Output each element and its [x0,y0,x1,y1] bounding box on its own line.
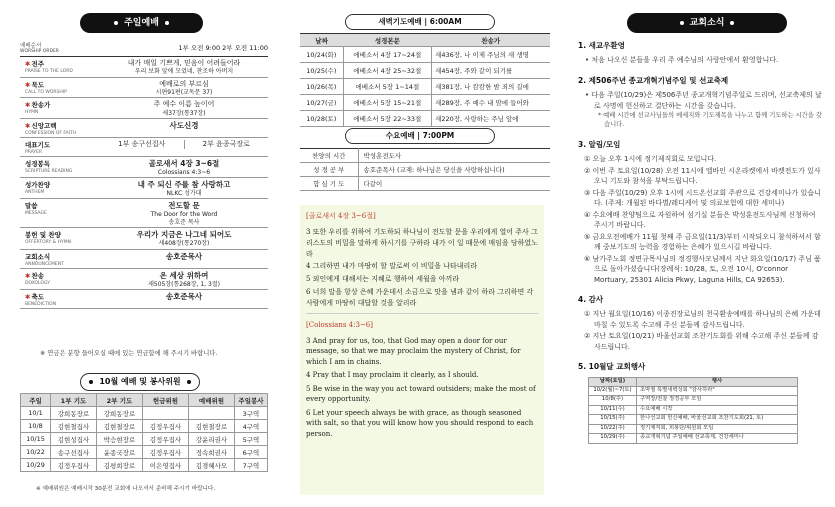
order-line: 송호준 목사 [168,219,200,227]
dawn-cell: 새289장, 주 예수 내 맘에 들어와 [432,95,550,111]
volunteer-cell: 강윤리권사 [188,433,234,446]
dawn-cell: 10/25(수) [300,63,343,79]
event-name: 한나선교회 헌신예배, 바울선교회 조찬기도회(21, 토) [637,415,798,425]
star-icon: ✱ [25,292,31,301]
star-icon: ✱ [25,271,31,280]
prayer-split [100,140,268,149]
event-date: 10/11(수) [589,405,637,415]
order-row [20,57,268,78]
order-content [100,178,268,198]
dawn-cell: 10/24(화) [300,47,343,63]
wednesday-key: 성 경 공 부 [300,163,358,177]
order-label-ko [25,230,100,239]
volunteer-row [21,420,268,433]
order-label-ko [25,271,100,280]
order-label [20,250,100,268]
order-label-text: 축도 [31,292,45,301]
news-item: ⑤ 금요오전예배가 11월 첫째 주 금요일(11/3)부터 시작되오니 참석하셔서 함께 중보기도의 능력을 경험하는 은혜가 있으시길 바랍니다. [584,232,821,252]
order-label-text: 찬송가 [31,101,51,110]
volunteer-cell: 김현철장로 [188,420,234,433]
order-row [20,119,268,138]
order-content [100,119,268,137]
order-row [20,290,268,309]
dawn-table [300,33,550,127]
verse-ko: 3 또한 우리를 위하여 기도하되 하나님이 전도할 문을 우리에게 열어 주사 그리스도의 비밀을 말하게 하시기를 구하라 내가 이 일 때문에 매임을 당하였노라 [306,227,538,258]
order-label-text: 성경봉독 [25,159,51,168]
order-label [20,228,100,248]
volunteer-row [21,433,268,446]
order-content [100,290,268,308]
event-name: 정기제직회, 희봉단/위원회 모임 [637,424,798,434]
worship-title: 주일예배 [80,13,203,33]
event-name: 수요예배 시작 [637,405,798,415]
event-row [589,386,798,396]
volunteer-cell: 박승현장로 [96,433,142,446]
dawn-cell: 에베소서 5장 15~21절 [343,95,431,111]
volunteer-cell: 4구역 [234,420,267,433]
order-label-en: SCRIPTURE READING [25,168,73,174]
order-label [20,157,100,177]
star-icon: ✱ [25,80,31,89]
verse-ko: 5 외인에게 대해서는 지혜로 행하여 세월을 아끼라 [306,275,460,284]
order-label-ko [25,140,100,149]
volunteer-cell: 7구역 [234,459,267,472]
news-section-reformation: 2. 제506주년 종교개혁기념주일 및 선교축제 [578,75,729,85]
volunteer-cell: 10/1 [21,407,51,420]
event-row [589,405,798,415]
verse-ko: 4 그리하면 내가 마땅히 할 말로써 이 비밀을 나타내리라 [306,262,478,271]
order-line: 새505장(통268장, 1, 3절) [148,280,220,288]
order-label-ko [25,159,100,168]
volunteer-row [21,407,268,420]
order-label-en: CALL TO WORSHIP [25,89,67,95]
dawn-title: 새벽기도예배 | 6:00AM [345,14,495,30]
order-label-ko [25,100,100,109]
order-label-ko [25,252,100,261]
order-line: Colossians 4:3~6 [157,168,211,176]
order-line: 송호준목사 [165,251,203,261]
dawn-cell: 에베소서 4장 17~24절 [343,47,431,63]
order-row [20,228,268,249]
event-header: 날짜(요일) [589,377,637,386]
order-label-ko [25,292,100,301]
order-content [100,57,268,77]
verse-en: 6 Let your speech always be with grace, as though seasoned with salt, so that you will know how you should respond to each person. [306,408,534,438]
news-section-thanks: 4. 감사 [578,295,604,305]
order-label-text: 교회소식 [25,252,51,261]
dawn-row [300,111,550,127]
order-line: NLKC 성가대 [166,189,202,197]
offering-note: ※ 연금은 분향 들어오실 때에 있는 연금함에 해 주시기 바랍니다. [40,350,218,357]
order-label-en: BENEDICTION [25,301,57,307]
order-row [20,250,268,269]
order-label [20,98,100,118]
event-row [589,434,798,444]
star-icon: ✱ [25,121,31,130]
news-item: ③ 다음 주일(10/29) 오후 1시에 시드온선교회 주관으로 건강세미나가 있습니다. (주제: 개월된 바다별/레디케어 및 의료보험에 대한 세미나) [584,188,821,208]
news-item: ① 오늘 오후 1시에 정기제직회로 모입니다. [584,155,717,164]
order-label-text: 묵도 [31,80,45,89]
order-row [20,269,268,290]
dawn-cell: 새220장, 사랑하는 주님 앞에 [432,111,550,127]
volunteers-title: 10월 예배 및 봉사위원 [80,373,200,391]
wednesday-value: 박성훈전도사 [358,149,550,163]
news-section-welcome: 1. 새교우환영 [578,41,625,50]
volunteer-cell: 김평희장로 [96,459,142,472]
dawn-cell: 새454장, 주와 같이 되기를 [432,63,550,79]
order-label-text: 봉헌 및 찬양 [25,231,61,240]
scripture-ko-ref: [골로새서 4장 3~6절] [306,212,376,220]
wednesday-table [300,148,550,191]
order-line: 내가 매일 기쁘게, 믿음이 어려들어라 [127,59,241,67]
dawn-cell: 10/26(목) [300,79,343,95]
news-item: • 다음 주일(10/29)은 제506주년 종교개혁기념주일로 드리며, 선교축제의 날로 사명에 헌신하고 결단하는 시간을 갖습니다. [585,91,822,110]
order-content [100,269,268,289]
volunteer-cell: 송구선집사 [50,446,96,459]
order-row [20,138,268,157]
order-label-text: 말씀 [25,202,38,211]
news-body [578,40,823,444]
order-line: 우리 보화 앞에 모였네, 찬조하 아버지 [134,68,234,76]
news-item: ② 이번 주 토요일(10/28) 오전 11시에 엘바인 시온라켓에서 바켓전도가 있사오니 기도와 참석을 부탁드립니다. [584,166,821,186]
dawn-header: 찬송가 [432,34,550,47]
news-item: • 처음 나오신 분들을 우리 주 예수님의 사랑안에서 환영합니다. [585,56,779,65]
volunteer-cell: 5구역 [234,433,267,446]
order-label-en: ANTHEM [25,189,45,195]
order-row [20,157,268,178]
order-content [100,157,268,177]
volunteer-cell: 김정우집사 [142,446,188,459]
dawn-row [300,47,550,63]
star-icon: ✱ [25,60,31,68]
news-section-announcements: 3. 알림/모임 [578,139,621,149]
order-label-ko [25,180,100,189]
volunteer-cell: 김정우집사 [142,433,188,446]
order-label [20,199,100,227]
wednesday-key: 합 심 기 도 [300,177,358,191]
volunteer-cell: 10/29 [21,459,51,472]
dawn-row [300,63,550,79]
order-label [20,290,100,308]
event-row [589,424,798,434]
order-row [20,178,268,199]
order-label-ko [25,201,100,210]
volunteer-cell [142,407,188,420]
order-label-ko [25,59,100,68]
volunteer-header: 2부 기도 [96,394,142,407]
event-date: 10/29(주) [589,434,637,444]
dawn-cell: 에베소서 5장 1~14절 [343,79,431,95]
order-line: 예배로의 부르심 [159,79,209,88]
volunteer-cell: 윤종국장로 [96,446,142,459]
volunteer-cell: 김정우집사 [142,420,188,433]
wednesday-row [300,177,550,191]
order-label-en: ANNOUNCEMENT [25,261,64,267]
order-label [20,178,100,198]
event-date: 10/15(주) [589,415,637,425]
order-label-en: PRAYER [25,149,43,155]
order-label-en: PRAISE TO THE LORD [25,69,73,74]
volunteer-cell: 김현철집사 [50,420,96,433]
order-line: The Door for the Word [150,211,218,219]
wednesday-title: 수요예배 | 7:00PM [345,128,495,144]
order-line: 전도할 문 [168,201,200,211]
volunteers-table [20,393,268,472]
order-label-en: HYMN [25,110,39,116]
order-label-en: MESSAGE [25,211,47,217]
order-label-text: 신앙고백 [31,121,57,130]
order-line: 송호준목사 [165,291,203,301]
wednesday-value: 송호준목사 (교재: 하나님은 당신을 사랑하십니다) [358,163,550,177]
order-label-en: DOXOLOGY [25,280,50,286]
order-label-text: 대표기도 [25,140,51,149]
volunteer-cell: 10/22 [21,446,51,459]
order-header-ko: 예배순서 [20,43,42,49]
order-label [20,269,100,289]
wednesday-row [300,163,550,177]
volunteer-row [21,446,268,459]
order-content [100,78,268,98]
dawn-row [300,79,550,95]
volunteer-header: 헌금위원 [142,394,188,407]
wednesday-key: 찬양의 시간 [300,149,358,163]
order-row [20,98,268,119]
order-content [100,199,268,227]
order-label-text: 성가찬양 [25,180,51,189]
dawn-cell: 새436장, 나 이제 주님의 새 생명 [432,47,550,63]
order-line: 시편91편(교독문 37) [155,88,213,96]
news-item: ① 지난 월요일(10/16) 이종진장로님의 천국환송예배를 하나님의 은혜 가운데 마칠 수 있도록 수고해 주신 분들께 감사드립니다. [584,310,821,329]
volunteer-cell: 김정우집사 [50,459,96,472]
volunteer-header: 1부 기도 [50,394,96,407]
order-label-ko [25,80,100,89]
dawn-cell: 에베소서 4장 25~32절 [343,63,431,79]
order-line: 새408장(통270장) [158,240,210,248]
event-row [589,415,798,425]
news-sub-note: * 예배 시간에 선교사님들의 메세지와 기도제목을 나누고 함께 기도하는 시간을 갖습니다. [598,112,822,129]
news-title: 교회소식 [627,13,787,33]
volunteer-cell [188,407,234,420]
order-content [100,250,268,268]
news-section-events: 5. 10월달 교회행사 [578,362,646,372]
event-row [589,396,798,406]
dawn-row [300,95,550,111]
order-content [100,228,268,248]
news-item: ⑥ 남가주노회 정면규목사님의 정경행사모님께서 지난 화요일(10/17) 주님 품으로 돌아가셨습니다(장례식: 10/28, 토, 오전 10시, O'connor Mortuary, 25301 Alicia Pkwy, Laguna Hills, CA 92653). [584,254,821,284]
scripture-box [300,205,544,495]
news-item: ④ 수요예배 찬양팀으로 자원하여 섬기실 분들은 박성훈전도사님께 신청하여 주시기 바랍니다. [584,210,816,230]
dawn-cell: 새381장, 나 캄캄한 밤 죄의 길에 [432,79,550,95]
volunteer-cell: 6구역 [234,446,267,459]
order-line: 골로새서 4장 3~6절 [148,158,220,168]
order-label-en: CONFESSION OF FAITH [25,130,77,136]
verse-en: 4 Pray that I may proclaim it clearly, as I should. [306,371,479,380]
order-line: 내 주 되신 주를 참 사랑하고 [137,179,231,189]
volunteer-row [21,459,268,472]
order-line: 사도신경 [169,120,199,130]
events-table [588,377,798,444]
service-times: 1부 오전 9:00 2부 오전 11:00 [178,44,268,52]
dawn-header: 성경본문 [343,34,431,47]
order-row [20,199,268,228]
order-label-text: 찬송 [31,271,45,280]
event-header: 행사 [637,377,798,386]
volunteer-cell: 강희동장로 [96,407,142,420]
volunteer-cell: 정속희권사 [188,446,234,459]
order-content [100,138,268,156]
volunteer-cell: 김현철장로 [96,420,142,433]
event-date: 10/2(월)~7(토) [589,386,637,396]
order-line: 우리가 지금은 나그네 되어도 [136,230,232,240]
worship-column [0,0,278,507]
order-header-en: WORSHIP ORDER [20,49,59,54]
star-icon: ✱ [25,101,31,110]
wednesday-value: 다같이 [358,177,550,191]
dawn-header: 날짜 [300,34,343,47]
order-label [20,138,100,156]
order-label [20,57,100,77]
dawn-cell: 10/28(토) [300,111,343,127]
volunteer-cell: 강희동장로 [50,407,96,420]
volunteer-cell: 10/8 [21,420,51,433]
dawn-cell: 10/27(금) [300,95,343,111]
event-date: 10/8(주) [589,396,637,406]
volunteer-cell: 3구역 [234,407,267,420]
event-name: 구역장/권찰 정경공부 모임 [637,396,798,406]
verse-ko: 6 너희 말을 항상 은혜 가운데서 소금으로 맛을 냄과 같이 하라 그리하면 각 사람에게 마땅히 대답할 것을 알리라 [306,288,534,307]
news-item: ② 지난 토요일(10/21) 바울선교회 조찬기도회를 위해 수고해 주신 분들께 감사드립니다. [584,332,819,351]
volunteer-cell: 김경혜사모 [188,459,234,472]
order-content [100,98,268,118]
volunteer-cell: 김현성집사 [50,433,96,446]
order-line: 온 세상 위하여 [159,270,209,280]
worship-order [20,40,268,309]
event-date: 10/22(주) [589,424,637,434]
order-label [20,78,100,98]
order-label-ko [25,121,100,130]
prayer-leader: 1부 송구선집사 [100,140,185,149]
prayer-leader: 2부 윤종국장로 [202,139,250,148]
order-line: 새37장(통37장) [162,109,206,117]
volunteer-cell: 이은영집사 [142,459,188,472]
order-label [20,119,100,137]
verse-en: 5 Be wise in the way you act toward outsiders; make the most of every opportunity. [306,384,536,404]
volunteer-cell: 10/15 [21,433,51,446]
scripture-en-ref: [Colossians 4:3~6] [306,320,373,329]
volunteer-header: 주일봉사 [234,394,267,407]
event-name: 종교개혁기념 주일예배 선교축제, 건강세미나 [637,434,798,444]
volunteer-note: ※ 예배위원은 예배시작 30분전 교회에 나오셔서 준비해 주시기 바랍니다. [36,486,216,492]
order-line: 주 예수 이름 높이어 [153,100,215,109]
order-label-en: OFFERTORY & HYMN [25,240,71,246]
event-name: 초막절 특별새벽성회 "감사하라" [637,386,798,396]
verse-en: 3 And pray for us, too, that God may open a door for our message, so that we may proclaim the mystery of Christ, for which I am in chains. [306,336,521,366]
dawn-cell: 에베소서 5장 22~33절 [343,111,431,127]
order-row [20,78,268,99]
order-label-text: 전주 [31,60,45,68]
wednesday-row [300,149,550,163]
volunteer-header: 예배위원 [188,394,234,407]
volunteer-header: 주일 [21,394,51,407]
